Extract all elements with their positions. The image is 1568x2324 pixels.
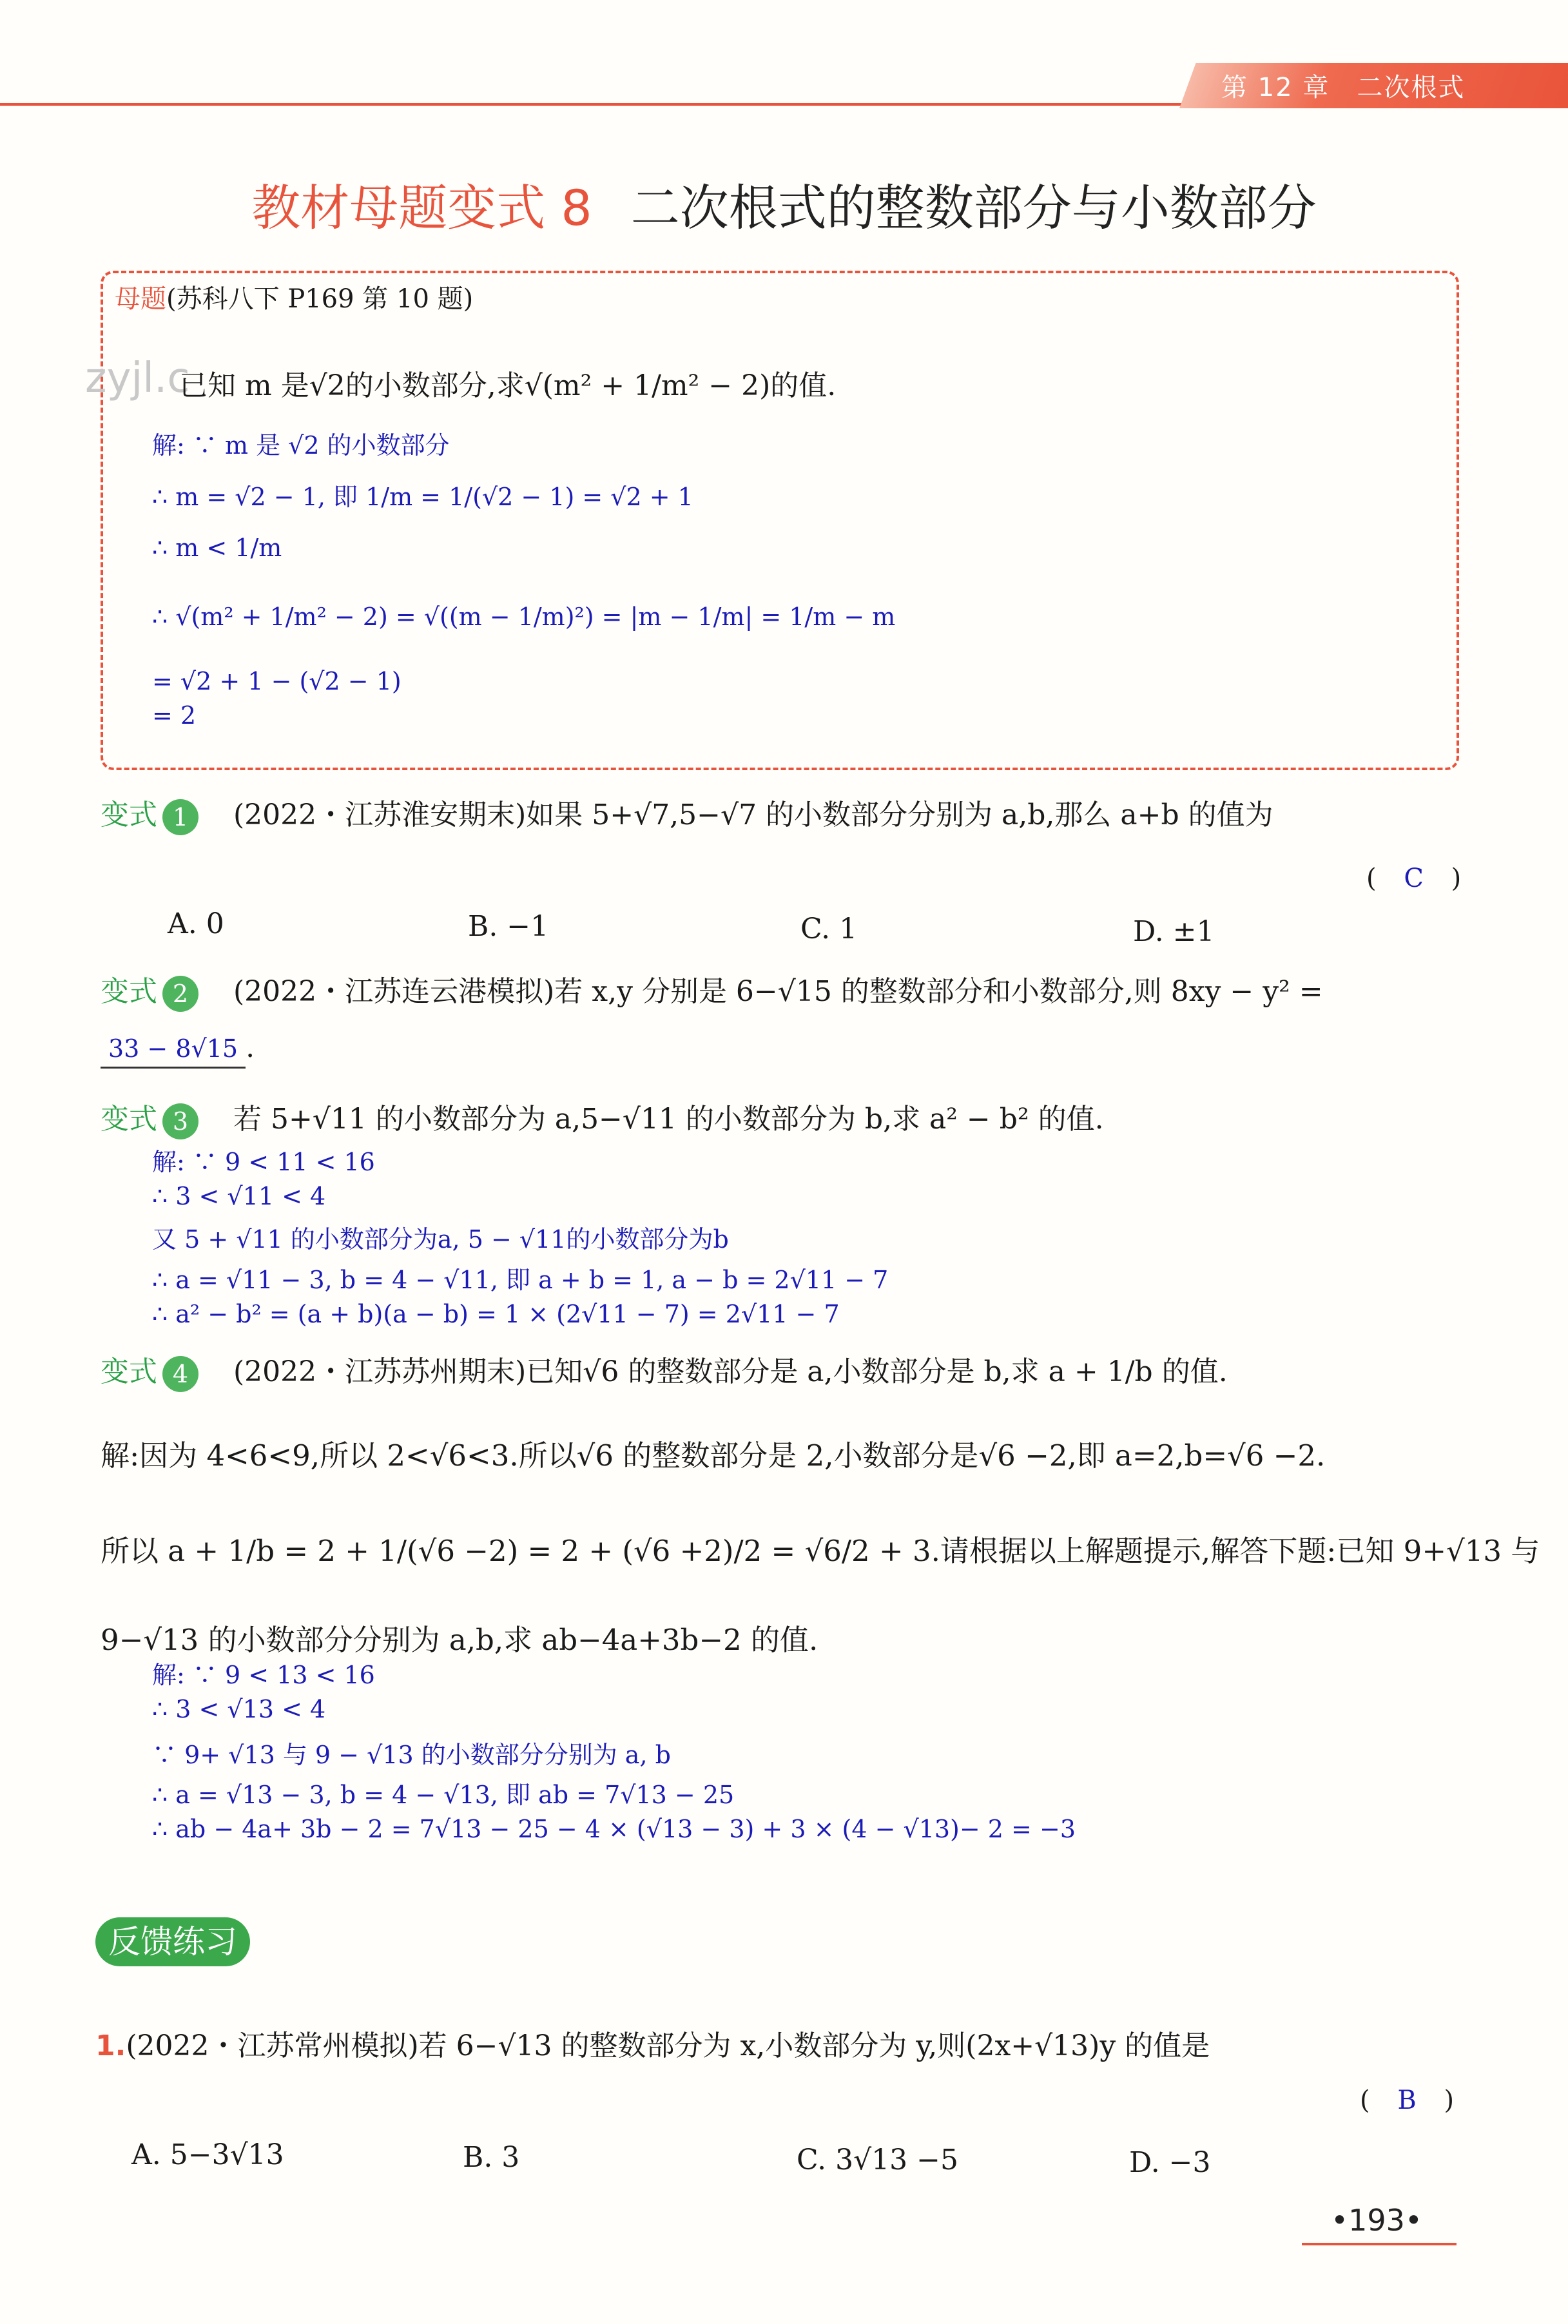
question-number: 1. <box>95 2029 126 2062</box>
mother-sol-line: = √2 + 1 − (√2 − 1) <box>152 667 402 695</box>
v4-sol-line: ∴ a = √13 − 3, b = 4 − √13, 即 ab = 7√13 − 25 <box>152 1781 735 1809</box>
option: B. 3 <box>463 2141 520 2174</box>
fill-answer: 33 − 8√15 <box>101 1034 246 1069</box>
variant-3 <box>101 1096 1104 1139</box>
option: C. 3√13 −5 <box>797 2144 958 2176</box>
variant-2-answer: 33 − 8√15 . <box>101 1031 255 1069</box>
variant-label: 变式 <box>101 1103 157 1136</box>
mother-problem: 已知 m 是√2的小数部分,求√(m² + 1/m² − 2)的值. <box>179 369 837 402</box>
option: B. −1 <box>468 910 549 943</box>
chapter-label: 第 12 章 二次根式 <box>1221 73 1466 102</box>
answer-letter: C <box>1404 864 1424 893</box>
question-text: (2022・江苏常州模拟)若 6−√13 的整数部分为 x,小数部分为 y,则(2x+√13)y 的值是 <box>126 2029 1210 2062</box>
option: A. 5−3√13 <box>131 2138 284 2171</box>
mother-label: 母题 <box>115 284 166 314</box>
mother-sol-line: ∴ m = √2 − 1, 即 1/m = 1/(√2 − 1) = √2 + 1 <box>152 483 693 511</box>
v3-sol-line: ∴ a = √11 − 3, b = 4 − √11, 即 a + b = 1, a − b = 2√11 − 7 <box>152 1266 889 1294</box>
v4-sol-line: ∵ 9+ √13 与 9 − √13 的小数部分分别为 a, b <box>152 1741 671 1769</box>
v4-sol-line: ∴ 3 < √13 < 4 <box>152 1695 326 1723</box>
variant-label: 变式 <box>101 975 157 1008</box>
variant-1 <box>101 791 1273 835</box>
v3-sol-line: ∴ 3 < √11 < 4 <box>152 1182 326 1210</box>
mother-header <box>115 278 473 315</box>
variant-number: 3 <box>162 1103 198 1139</box>
option: D. ±1 <box>1133 915 1215 948</box>
variant-text: (2022・江苏淮安期末)如果 5+√7,5−√7 的小数部分分别为 a,b,那么 a+b 的值为 <box>233 799 1273 831</box>
page-number-rule <box>1302 2243 1457 2245</box>
variant-text: (2022・江苏苏州期末)已知√6 的整数部分是 a,小数部分是 b,求 a + 1/b 的值. <box>233 1355 1228 1388</box>
v4-paragraph: 解:因为 4<6<9,所以 2<√6<3.所以√6 的整数部分是 2,小数部分是√6 −2,即 a=2,b=√6 −2. <box>101 1438 1326 1473</box>
mother-sol-line: 解: ∵ m 是 √2 的小数部分 <box>152 431 450 460</box>
page-number: •193• <box>1331 2203 1423 2238</box>
answer-bracket: ( B ) <box>1360 2086 1455 2115</box>
title-part2: 二次根式的整数部分与小数部分 <box>630 179 1317 237</box>
variant-4 <box>101 1348 1228 1392</box>
mother-sol-line: ∴ √(m² + 1/m² − 2) = √((m − 1/m)²) = |m − 1/m| = 1/m − m <box>152 603 896 631</box>
question-1 <box>95 2022 1210 2064</box>
variant-text: 若 5+√11 的小数部分为 a,5−√11 的小数部分为 b,求 a² − b² 的值. <box>233 1103 1104 1136</box>
variant-number: 2 <box>162 976 198 1012</box>
feedback-badge: 反馈练习 <box>95 1917 250 1966</box>
option: A. 0 <box>168 907 224 940</box>
variant-2 <box>101 968 1323 1012</box>
variant-label: 变式 <box>101 799 157 831</box>
answer-letter: B <box>1397 2086 1417 2115</box>
option: C. 1 <box>800 913 858 945</box>
option: D. −3 <box>1129 2146 1211 2179</box>
watermark: zyjl.c <box>85 354 190 402</box>
v3-sol-line: 又 5 + √11 的小数部分为a, 5 − √11的小数部分为b <box>152 1225 729 1254</box>
v4-sol-line: ∴ ab − 4a+ 3b − 2 = 7√13 − 25 − 4 × (√13 − 3) + 3 × (4 − √13)− 2 = −3 <box>152 1815 1076 1843</box>
v4-paragraph: 所以 a + 1/b = 2 + 1/(√6 −2) = 2 + (√6 +2)/2 = √6/2 + 3.请根据以上解题提示,解答下题:已知 9+√13 与 <box>101 1534 1540 1568</box>
variant-text: (2022・江苏连云港模拟)若 x,y 分别是 6−√15 的整数部分和小数部分,则 8xy − y² = <box>233 975 1323 1008</box>
page-title <box>0 169 1568 239</box>
mother-source: (苏科八下 P169 第 10 题) <box>166 284 474 314</box>
title-part1: 教材母题变式 8 <box>251 179 592 237</box>
variant-label: 变式 <box>101 1355 157 1388</box>
variant-number: 1 <box>162 799 198 835</box>
header-rule <box>0 103 1192 106</box>
v4-sol-line: 解: ∵ 9 < 13 < 16 <box>152 1661 375 1689</box>
v3-sol-line: 解: ∵ 9 < 11 < 16 <box>152 1148 375 1176</box>
variant-number: 4 <box>162 1356 198 1392</box>
mother-sol-line: ∴ m < 1/m <box>152 534 282 562</box>
answer-bracket: ( C ) <box>1366 864 1462 893</box>
mother-sol-line: = 2 <box>152 701 197 730</box>
v3-sol-line: ∴ a² − b² = (a + b)(a − b) = 1 × (2√11 − 7) = 2√11 − 7 <box>152 1300 840 1328</box>
v4-paragraph: 9−√13 的小数部分分别为 a,b,求 ab−4a+3b−2 的值. <box>101 1623 818 1657</box>
